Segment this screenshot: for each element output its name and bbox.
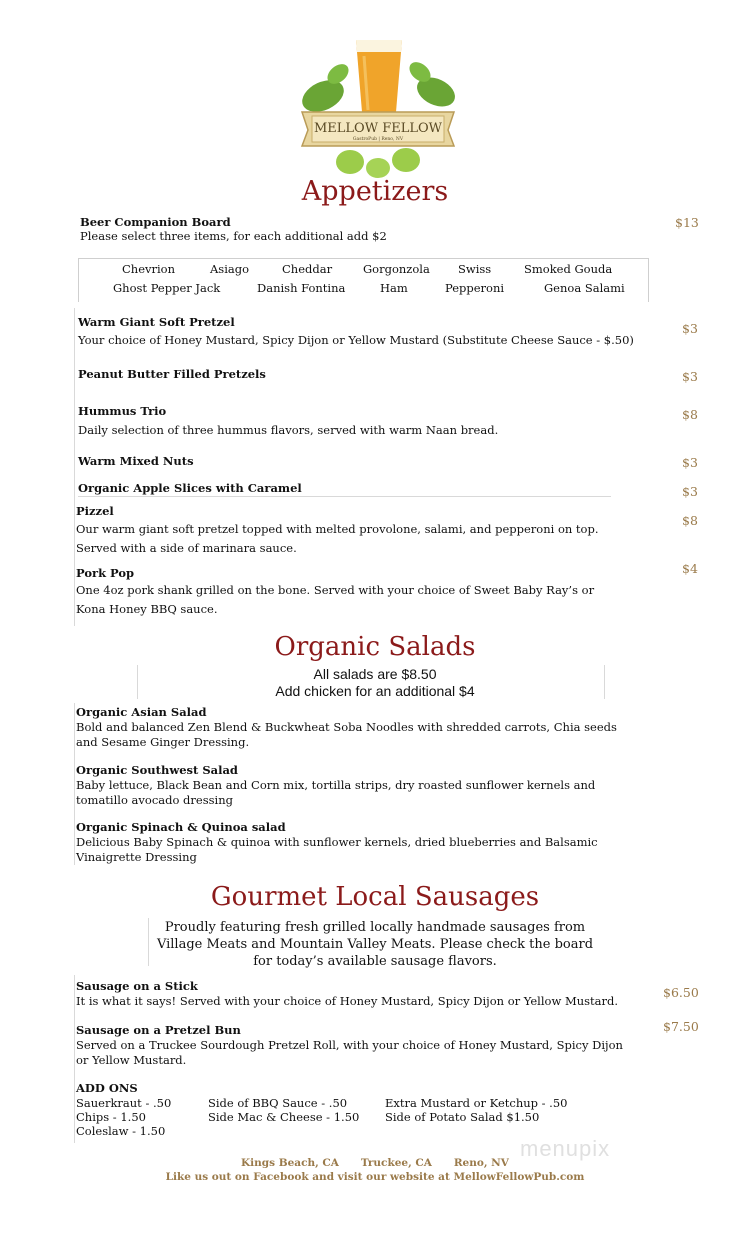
salads-chicken-note: Add chicken for an additional $4 bbox=[275, 683, 475, 699]
nuts-price: $3 bbox=[682, 455, 698, 470]
addon-item: Coleslaw - 1.50 bbox=[76, 1124, 166, 1138]
asian-salad-name: Organic Asian Salad bbox=[76, 705, 207, 719]
apples-underline bbox=[78, 496, 611, 497]
pretzel-desc: Your choice of Honey Mustard, Spicy Dijon or Yellow Mustard (Substitute Cheese Sauce - $.50) bbox=[78, 333, 634, 347]
sausage-intro-1: Proudly featuring fresh grilled locally handmade sausages from bbox=[164, 920, 586, 935]
addon-item: Extra Mustard or Ketchup - .50 bbox=[385, 1096, 568, 1110]
sausage-stick-price: $6.50 bbox=[663, 985, 699, 1000]
svg-text:GastroPub | Reno, NV: GastroPub | Reno, NV bbox=[352, 137, 404, 142]
cheese-option: Cheddar bbox=[282, 262, 333, 276]
beer-board-price: $13 bbox=[675, 215, 699, 230]
beer-board-desc: Please select three items, for each additional add $2 bbox=[80, 229, 387, 243]
salads-price-note: All salads are $8.50 bbox=[313, 666, 437, 682]
salads-title: Organic Salads bbox=[274, 632, 476, 662]
hummus-price: $8 bbox=[682, 407, 698, 422]
apples-name: Organic Apple Slices with Caramel bbox=[78, 481, 302, 495]
asian-salad-desc-2: and Sesame Ginger Dressing. bbox=[76, 735, 250, 749]
sausages-title: Gourmet Local Sausages bbox=[210, 882, 540, 912]
cheese-option: Genoa Salami bbox=[544, 281, 625, 295]
sausage-intro-3: for today’s available sausage flavors. bbox=[253, 954, 497, 969]
addon-item: Side of BBQ Sauce - .50 bbox=[208, 1096, 348, 1110]
appetizer-divider bbox=[74, 308, 75, 626]
hummus-name: Hummus Trio bbox=[78, 404, 167, 418]
cheese-option: Asiago bbox=[210, 262, 250, 276]
cheese-option: Swiss bbox=[458, 262, 492, 276]
porkpop-price: $4 bbox=[682, 561, 698, 576]
sausage-stick-name: Sausage on a Stick bbox=[76, 979, 198, 993]
spinach-salad-desc-1: Delicious Baby Spinach & quinoa with sunflower kernels, dried blueberries and Balsamic bbox=[76, 835, 598, 849]
asian-salad-desc-1: Bold and balanced Zen Blend & Buckwheat Soba Noodles with shredded carrots, Chia seeds bbox=[76, 720, 617, 734]
cheese-selection-box bbox=[78, 258, 649, 302]
mellow-fellow-logo bbox=[298, 34, 458, 184]
apples-price: $3 bbox=[682, 484, 698, 499]
nuts-name: Warm Mixed Nuts bbox=[78, 454, 194, 468]
spinach-salad-name: Organic Spinach & Quinoa salad bbox=[76, 820, 286, 834]
cheese-option: Chevrion bbox=[122, 262, 176, 276]
cheese-option: Pepperoni bbox=[445, 281, 505, 295]
cheese-option: Smoked Gouda bbox=[524, 262, 613, 276]
cheese-option: Ham bbox=[380, 281, 408, 295]
pb-pretzels-price: $3 bbox=[682, 369, 698, 384]
addon-item: Chips - 1.50 bbox=[76, 1110, 146, 1124]
cheese-option: Danish Fontina bbox=[257, 281, 346, 295]
hummus-desc: Daily selection of three hummus flavors, served with warm Naan bread. bbox=[78, 423, 499, 437]
southwest-salad-name: Organic Southwest Salad bbox=[76, 763, 238, 777]
sausage-bun-desc-1: Served on a Truckee Sourdough Pretzel Roll, with your choice of Honey Mustard, Spicy Dijon bbox=[76, 1038, 623, 1052]
addon-item: Side Mac & Cheese - 1.50 bbox=[208, 1110, 360, 1124]
sausage-bun-name: Sausage on a Pretzel Bun bbox=[76, 1023, 241, 1037]
sausage-stick-desc: It is what it says! Served with your choice of Honey Mustard, Spicy Dijon or Yellow Mustard. bbox=[76, 994, 619, 1008]
appetizers-title: Appetizers bbox=[301, 176, 449, 207]
pretzel-name: Warm Giant Soft Pretzel bbox=[78, 315, 235, 329]
sausage-bun-desc-2: or Yellow Mustard. bbox=[76, 1053, 187, 1067]
pizzel-desc-2: Served with a side of marinara sauce. bbox=[76, 541, 297, 555]
pizzel-desc-1: Our warm giant soft pretzel topped with melted provolone, salami, and pepperoni on top. bbox=[76, 522, 599, 536]
southwest-salad-desc-2: tomatillo avocado dressing bbox=[76, 793, 233, 807]
addon-item: Side of Potato Salad $1.50 bbox=[385, 1110, 540, 1124]
beer-board-name: Beer Companion Board bbox=[80, 215, 231, 229]
sausage-bun-price: $7.50 bbox=[663, 1019, 699, 1034]
footer-social: Like us out on Facebook and visit our website at MellowFellowPub.com bbox=[165, 1171, 585, 1183]
spinach-salad-desc-2: Vinaigrette Dressing bbox=[76, 850, 197, 864]
salads-divider bbox=[74, 703, 75, 865]
svg-text:MELLOW FELLOW: MELLOW FELLOW bbox=[313, 121, 443, 136]
cheese-option: Gorgonzola bbox=[363, 262, 430, 276]
pizzel-name: Pizzel bbox=[76, 504, 114, 518]
cheese-option: Ghost Pepper Jack bbox=[113, 281, 221, 295]
porkpop-desc-1: One 4oz pork shank grilled on the bone. Served with your choice of Sweet Baby Ray’s or bbox=[76, 583, 595, 597]
pizzel-price: $8 bbox=[682, 513, 698, 528]
menupix-watermark: menupix bbox=[520, 1136, 611, 1161]
footer-locations: Kings Beach, CA Truckee, CA Reno, NV bbox=[241, 1157, 509, 1169]
addons-title: ADD ONS bbox=[76, 1081, 138, 1095]
southwest-salad-desc-1: Baby lettuce, Black Bean and Corn mix, tortilla strips, dry roasted sunflower kernels and bbox=[76, 778, 596, 792]
addon-item: Sauerkraut - .50 bbox=[76, 1096, 172, 1110]
sausage-intro-2: Village Meats and Mountain Valley Meats. Please check the board bbox=[156, 937, 594, 952]
pb-pretzels-name: Peanut Butter Filled Pretzels bbox=[78, 367, 266, 381]
sausages-divider bbox=[74, 975, 75, 1143]
porkpop-desc-2: Kona Honey BBQ sauce. bbox=[76, 602, 218, 616]
porkpop-name: Pork Pop bbox=[76, 566, 135, 580]
pretzel-price: $3 bbox=[682, 321, 698, 336]
